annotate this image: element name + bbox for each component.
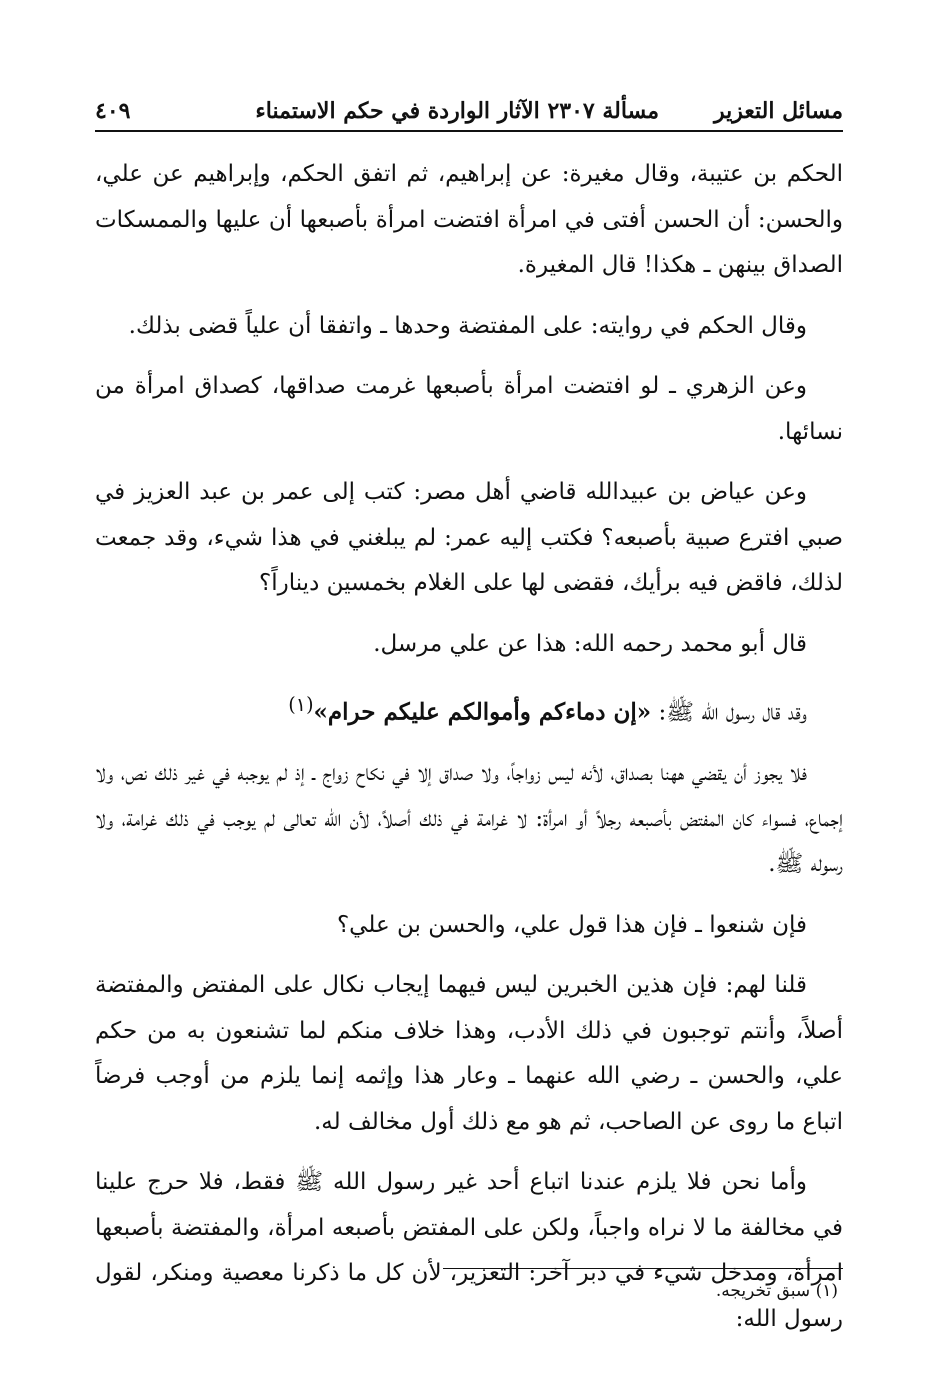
- book-title: مسائل التعزير: [713, 98, 843, 124]
- page-header: [95, 86, 843, 132]
- section-title: مسألة ٢٣٠٧ الآثار الواردة في حكم الاستمناء: [255, 98, 659, 124]
- paragraph: وقال الحكم في روايته: على المفتضة وحدها ـ واتفقا أن علياً قضى بذلك.: [128, 312, 807, 339]
- page-number: ٤٠٩: [95, 98, 131, 124]
- hadith-prefix: وقد قال رسول الله ﷺ:: [651, 699, 807, 726]
- paragraph: وأما نحن فلا يلزم عندنا اتباع أحد غير رسول الله ﷺ فقط، فلا حرج علينا في مخالفة ما لا نراه واجباً، ولكن على المفتض بأصبعه امرأة، والمفتضة بأصبعها امرأة، ومدخل شيء في دبر آخر: التعزير، لأن كل ما ذكرنا معصية ومنكر، لقول رسول الله:: [95, 1169, 843, 1332]
- page-body: [95, 152, 843, 1357]
- hadith-paragraph: [95, 682, 843, 736]
- paragraph: قلنا لهم: فإن هذين الخبرين ليس فيهما إيجاب نكال على المفتض والمفتضة أصلاً، وأنتم توجبون في ذلك الأدب، وهذا خلاف منكم لما تشنعون به من حكم علي، والحسن ـ رضي الله عنهما ـ وعار هذا وإثمه إنما يلزم من أوجب فرضاً اتباع ما روى عن الصاحب، ثم هو مع ذلك أول مخالف له.: [95, 972, 843, 1135]
- paragraph: قال أبو محمد رحمه الله: هذا عن علي مرسل.: [373, 630, 807, 657]
- paragraph: وعن الزهري ـ لو افتضت امرأة بأصبعها غرمت صداقها، كصداق امرأة من نسائها.: [95, 373, 843, 445]
- footnote-ref: (١): [288, 693, 314, 716]
- hadith-quote: «إن دماءكم وأموالكم عليكم حرام»: [313, 698, 652, 726]
- footnote: (١) سبق تخريجه.: [715, 1281, 838, 1301]
- paragraph: الحكم بن عتيبة، وقال مغيرة: عن إبراهيم، ثم اتفق الحكم، وإبراهيم عن علي، والحسن: أن الحسن أفتى في امرأة افتضت امرأة بأصبعها أن عليها والممسكات الصداق بينهن ـ هكذا! قال المغيرة.: [95, 161, 843, 278]
- paragraph: فإن شنعوا ـ فإن هذا قول علي، والحسن بن علي؟: [336, 911, 807, 938]
- footnote-divider: [443, 1268, 843, 1269]
- paragraph: وعن عياض بن عبيدالله قاضي أهل مصر: كتب إلى عمر بن عبد العزيز في صبي افترع صبية بأصبعه؟ فكتب إليه عمر: لم يبلغني في هذا شيء، وقد جمعت لذلك، فاقض فيه برأيك، فقضى لها على الغلام بخمسين ديناراً؟: [95, 479, 843, 596]
- paragraph: فلا يجوز أن يقضي ههنا بصداق، لأنه ليس زواجاً، ولا صداق إلا في نكاح زواج ـ إذ لم يوجبه في غير ذلك نص، ولا إجماع، فسواء كان المفتض بأصبعه رجلاً أو امرأة: لا غرامة في ذلك أصلاً، لأن الله تعالى لم يوجب في ذلك غرامة، ولا رسوله ﷺ.: [95, 760, 843, 878]
